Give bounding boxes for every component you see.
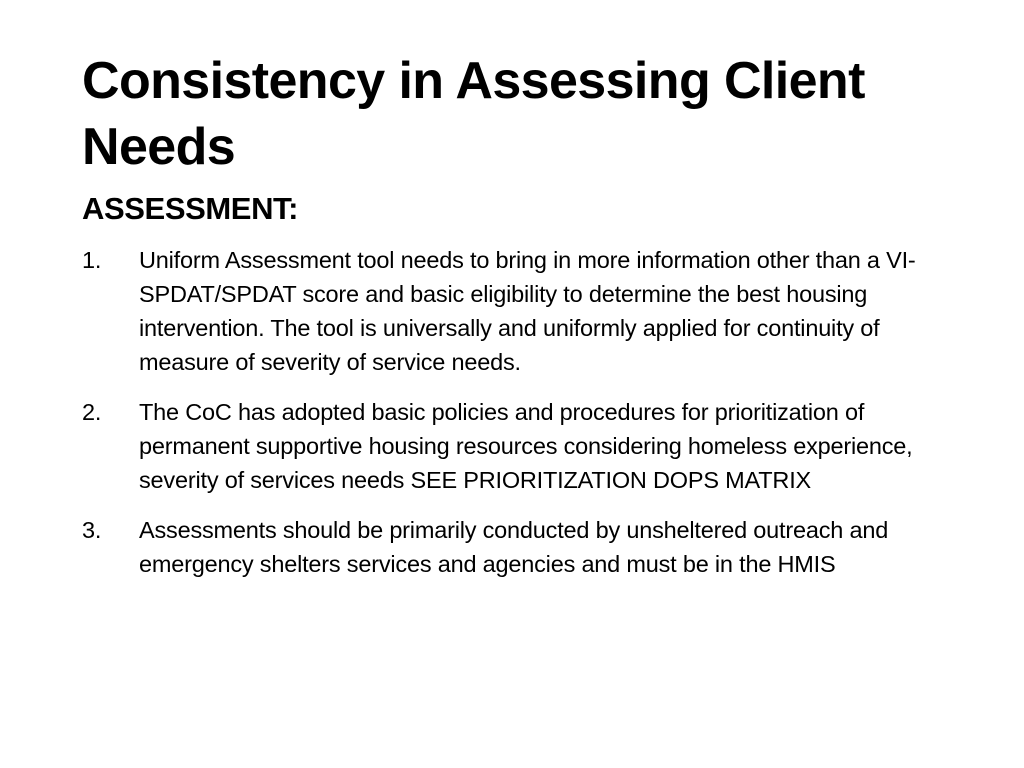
list-item: [82, 395, 952, 497]
list-item: [82, 513, 952, 581]
assessment-list: [82, 243, 952, 597]
list-item-text: Uniform Assessment tool needs to bring in more information other than a VI-SPDAT/SPDAT score and basic eligibility to determine the best housing intervention. The tool is universally and uniformly applied for continuity of measure of severity of service needs.: [139, 247, 916, 375]
list-item-number: 3.: [82, 517, 102, 543]
list-item: [82, 243, 952, 379]
slide-title: Consistency in Assessing Client Needs: [82, 52, 865, 176]
list-item-number: 2.: [82, 399, 102, 425]
list-item-text: Assessments should be primarily conducted by unsheltered outreach and emergency shelters services and agencies and must be in the HMIS: [139, 517, 889, 577]
list-item-text: The CoC has adopted basic policies and procedures for prioritization of permanent supportive housing resources considering homeless experience, severity of services needs SEE PRIORITIZATION DOPS MATRIX: [139, 399, 913, 493]
section-heading: ASSESSMENT:: [82, 191, 299, 226]
list-item-number: 1.: [82, 247, 102, 273]
